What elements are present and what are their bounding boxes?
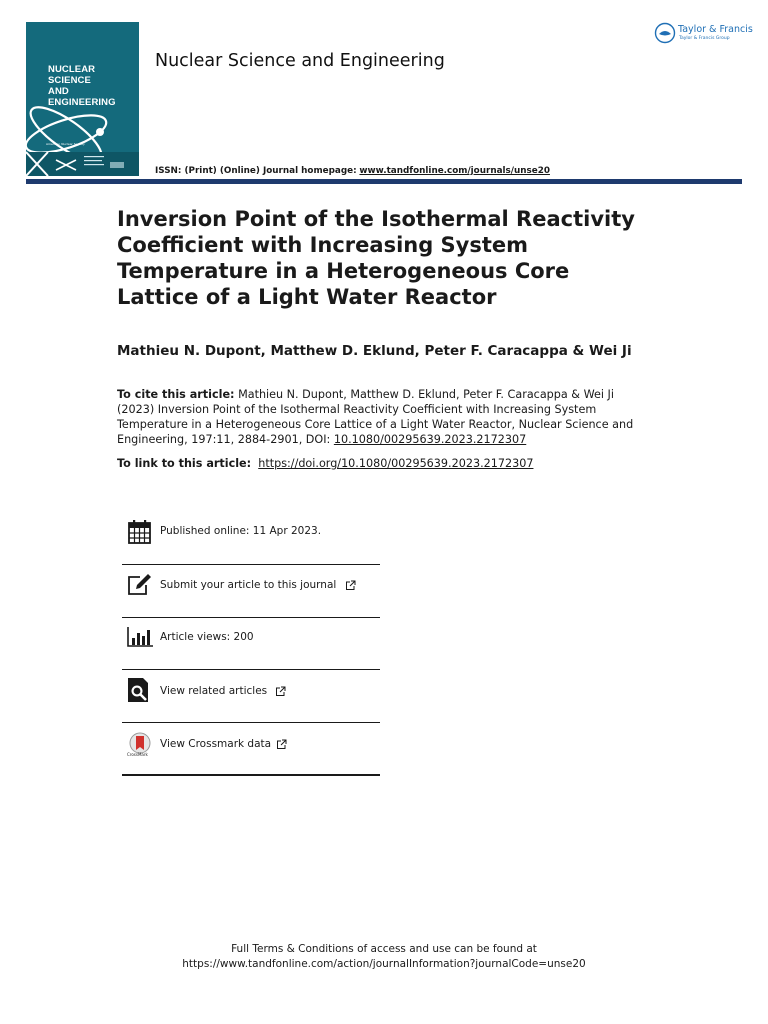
calendar-icon: [126, 519, 154, 545]
submit-article-link[interactable]: [160, 579, 356, 591]
cite-text: Mathieu N. Dupont, Matthew D. Eklund, Peter F. Caracappa & Wei Ji (2023) Inversion Point of the Isothermal Reactivity Coefficient with Increasing System Temperature in a Heterogeneous Core Lattice of a Light Water Reactor, Nuclear Science and Engineering, 197:11, 2884-2901, DOI:: [117, 388, 634, 446]
external-link-icon: [276, 739, 287, 750]
divider: [122, 564, 380, 565]
article-authors: Mathieu N. Dupont, Matthew D. Eklund, Peter F. Caracappa & Wei Ji: [117, 343, 632, 359]
link-label: To link to this article:: [117, 457, 252, 470]
cover-title: NUCLEAR SCIENCE AND ENGINEERING: [48, 64, 116, 108]
terms-line: Full Terms & Conditions of access and use can be found at: [231, 943, 537, 955]
citation-block: [117, 387, 637, 447]
journal-cover[interactable]: [26, 22, 139, 176]
journal-name[interactable]: Nuclear Science and Engineering: [155, 51, 445, 71]
terms-footer: [0, 942, 768, 972]
edit-icon: [126, 572, 154, 598]
publisher-logo-icon: [654, 22, 676, 44]
related-articles-link[interactable]: [160, 685, 286, 697]
crossmark-icon-label: CrossMark: [127, 752, 148, 757]
related-articles-label: View related articles: [160, 685, 268, 697]
cover-society: American Nuclear Society: [46, 142, 85, 146]
article-title: Inversion Point of the Isothermal Reactivity Coefficient with Increasing System Temperature in a Heterogeneous Core Lattice of a Light Water Reactor: [117, 207, 635, 309]
header-rule-thick: [26, 181, 742, 184]
terms-url[interactable]: https://www.tandfonline.com/action/journalInformation?journalCode=unse20: [182, 958, 586, 970]
journal-homepage-link[interactable]: www.tandfonline.com/journals/unse20: [359, 166, 550, 176]
publisher-group: Taylor & Francis Group: [679, 36, 730, 41]
search-document-icon: [126, 677, 154, 703]
divider: [122, 669, 380, 670]
publisher-brand[interactable]: Taylor & Francis: [678, 24, 753, 35]
bar-chart-icon: [126, 624, 154, 650]
external-link-icon: [275, 686, 286, 697]
crossmark-link[interactable]: [160, 738, 287, 750]
divider: [122, 617, 380, 618]
article-link-line: [117, 457, 533, 470]
published-date: Published online: 11 Apr 2023.: [160, 525, 322, 537]
issn-label: ISSN: (Print) (Online) Journal homepage:: [155, 166, 357, 176]
cite-label: To cite this article:: [117, 388, 235, 401]
submit-article-label: Submit your article to this journal: [160, 579, 337, 591]
divider: [122, 722, 380, 723]
external-link-icon: [345, 580, 356, 591]
article-views: Article views: 200: [160, 631, 254, 643]
crossmark-label: View Crossmark data: [160, 738, 272, 750]
cite-doi-link[interactable]: 10.1080/00295639.2023.2172307: [333, 433, 527, 446]
issn-line: [155, 166, 550, 176]
article-doi-link[interactable]: https://doi.org/10.1080/00295639.2023.2172307: [258, 457, 534, 470]
divider: [122, 774, 380, 776]
